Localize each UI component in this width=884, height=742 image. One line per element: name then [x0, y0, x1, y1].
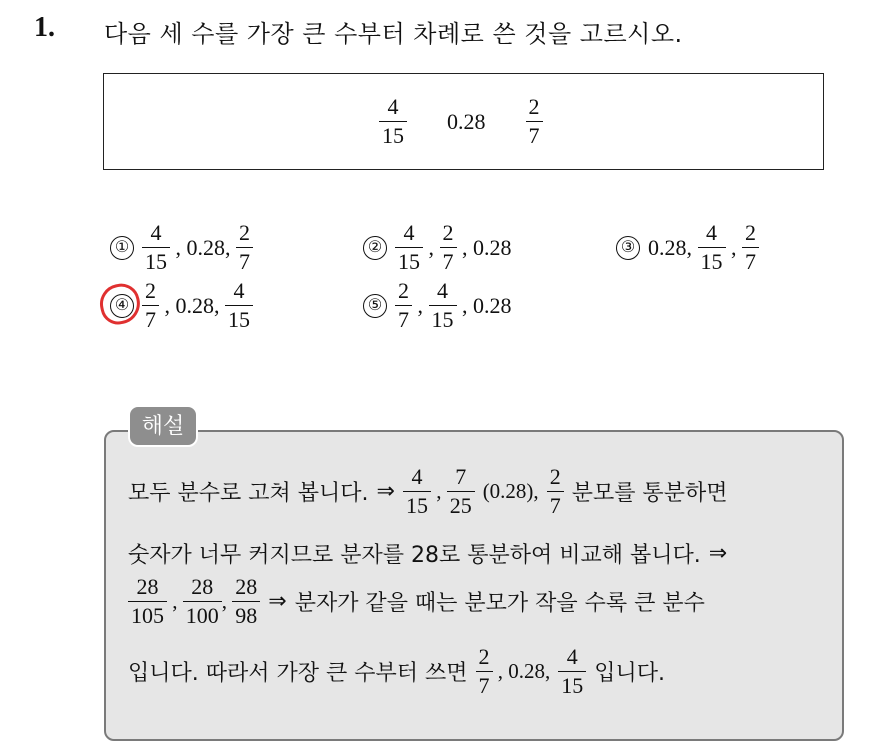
choice-5[interactable]: ⑤ $\frac{2}{7}$ , $\frac{4}{15}$ , 0.28	[363, 280, 512, 331]
explanation-line-2: 숫자가 너무 커지므로 분자를 28로 통분하여 비교해 봅니다. ⇒	[128, 541, 728, 568]
explanation-tag: 해설	[128, 405, 198, 447]
given-numbers-box	[103, 73, 824, 170]
choice-fraction: $\frac{4}{15}$	[395, 222, 423, 273]
choice-4[interactable]: ④ $\frac{2}{7}$ , 0.28 , $\frac{4}{15}$	[110, 280, 253, 331]
choice-2[interactable]: ② $\frac{4}{15}$ , $\frac{2}{7}$ , 0.28	[363, 222, 512, 273]
choice-marker: ①	[110, 236, 134, 260]
question-number: 1.	[34, 12, 55, 43]
choice-marker: ③	[616, 236, 640, 260]
explanation-line-1: 모두 분수로 고쳐 봅니다. ⇒ $\frac{4}{15}$ , $\frac{7}{25}$ (0.28), $\frac{2}{7}$ 분모를 통분하면	[128, 464, 728, 519]
given-decimal: 0.28	[447, 108, 486, 134]
choice-decimal: 0.28	[186, 234, 225, 260]
choice-fraction: $\frac{2}{7}$	[142, 280, 159, 331]
choice-fraction: $\frac{2}{7}$	[742, 222, 759, 273]
choice-marker: ⑤	[363, 294, 387, 318]
choice-fraction: $\frac{4}{15}$	[429, 280, 457, 331]
choice-fraction: $\frac{2}{7}$	[236, 222, 253, 273]
given-fraction-1: $\frac{4}{15}$	[379, 96, 407, 147]
choice-decimal: 0.28	[473, 292, 512, 318]
explanation-line-3: $\frac{28}{105}$ , $\frac{28}{100}$ , $\frac{28}{98}$ ⇒ 분자가 같을 때는 분모가 작을 수록 큰 분수	[128, 576, 705, 627]
implies-arrow: ⇒	[376, 479, 395, 505]
choice-3[interactable]: ③ 0.28 , $\frac{4}{15}$ , $\frac{2}{7}$	[616, 222, 759, 273]
choice-fraction: $\frac{4}{15}$	[142, 222, 170, 273]
choice-fraction: $\frac{2}{7}$	[440, 222, 457, 273]
implies-arrow: ⇒	[708, 541, 728, 566]
choice-decimal: 0.28	[175, 292, 214, 318]
implies-arrow: ⇒	[268, 589, 287, 615]
given-numbers-row	[379, 96, 543, 147]
choice-decimal: 0.28	[648, 234, 687, 260]
choice-fraction: $\frac{4}{15}$	[225, 280, 253, 331]
choice-marker: ④	[110, 294, 134, 318]
question-text: 다음 세 수를 가장 큰 수부터 차례로 쓴 것을 고르시오.	[104, 20, 683, 48]
choice-fraction: $\frac{2}{7}$	[395, 280, 412, 331]
explanation-line-4: 입니다. 따라서 가장 큰 수부터 쓰면 $\frac{2}{7}$ , 0.28, $\frac{4}{15}$ 입니다.	[128, 644, 665, 699]
choice-fraction: $\frac{4}{15}$	[698, 222, 726, 273]
choice-1[interactable]: ① $\frac{4}{15}$ , 0.28 , $\frac{2}{7}$	[110, 222, 253, 273]
choice-marker: ②	[363, 236, 387, 260]
choice-decimal: 0.28	[473, 234, 512, 260]
given-fraction-2: $\frac{2}{7}$	[526, 96, 543, 147]
